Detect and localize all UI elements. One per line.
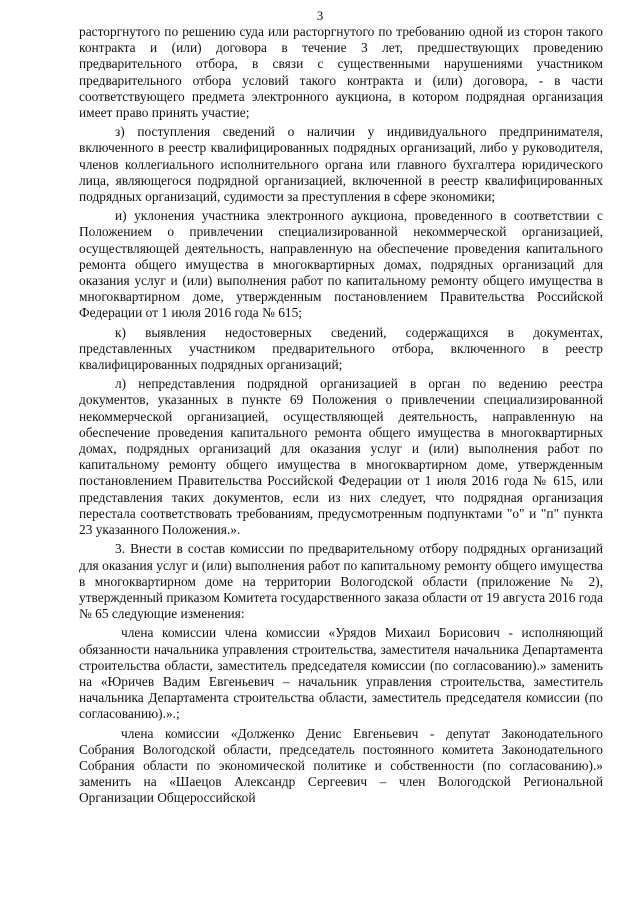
paragraph-replacement-1: члена комиссии члена комиссии «Урядов Михаил Борисович - исполняющий обязанности начальника управления строительства, заместителя начальника Департамента строительства области, заместитель председателя комиссии (по согласованию).» заменить на «Юричев Вадим Евгеньевич – начальник управления строительства, заместитель начальника Департамента строительства области, заместитель председателя комиссии (по согласованию).».;	[79, 625, 603, 722]
page-number: 3	[316, 8, 324, 23]
document-body	[79, 24, 603, 810]
paragraph-item-k: к) выявления недостоверных сведений, содержащихся в документах, представленных участником предварительного отбора, включенного в реестр квалифицированных подрядных организаций;	[79, 324, 603, 373]
paragraph-replacement-2: члена комиссии «Долженко Денис Евгеньевич - депутат Законодательного Собрания Вологодской области, председатель постоянного комитета Законодательного Собрания области по экономической политике и собственности (по согласованию).» заменить на «Шаецов Александр Сергеевич – член Вологодской Региональной Организации Общероссийской	[79, 725, 603, 806]
paragraph-point-3: 3. Внести в состав комиссии по предварительному отбору подрядных организаций для оказания услуг и (или) выполнения работ по капитальному ремонту общего имущества в многоквартирном доме на территории Вологодской области (приложение № 2), утвержденный приказом Комитета государственного заказа области от 19 августа 2016 года № 65 следующие изменения:	[79, 541, 603, 622]
paragraph-item-l: л) непредставления подрядной организацией в орган по ведению реестра документов, указанных в пункте 69 Положения о привлечении специализированной некоммерческой организацией, осуществляющей деятельность, направленную на обеспечение проведения капитального ремонта общего имущества в многоквартирных домах, подрядных организаций для оказания услуг и (или) выполнения работ по капитальному ремонту общего имущества в многоквартирном доме, утвержденным постановлением Правительства Российской Федерации от 1 июля 2016 года № 615, или представления таких документов, если из них следует, что подрядная организация перестала соответствовать требованиям, предусмотренным подпунктами "о" и "п" пункта 23 указанного Положения.».	[79, 376, 603, 538]
paragraph-item-z: з) поступления сведений о наличии у индивидуального предпринимателя, включенного в реестр квалифицированных подрядных организаций, либо у руководителя, членов коллегиального исполнительного органа или главного бухгалтера юридического лица, являющегося подрядной организацией, включенной в реестр квалифицированных подрядных организаций, судимости за преступления в сфере экономики;	[79, 124, 603, 205]
paragraph-item-i: и) уклонения участника электронного аукциона, проведенного в соответствии с Положением о привлечении специализированной некоммерческой организацией, осуществляющей деятельность, направленную на обеспечение проведения капитального ремонта общего имущества в многоквартирных домах, подрядных организаций для оказания услуг и (или) выполнения работ по капитальному ремонту общего имущества в многоквартирном доме, утвержденным постановлением Правительства Российской Федерации от 1 июля 2016 года № 615;	[79, 208, 603, 321]
paragraph-continuation: расторгнутого по решению суда или расторгнутого по требованию одной из сторон такого контракта и (или) договора в течение 3 лет, предшествующих проведению предварительного отбора, в связи с существенными нарушениями участником предварительного отбора условий такого контракта и (или) договора, - в части соответствующего предмета электронного аукциона, в котором подрядная организация имеет право принять участие;	[79, 24, 603, 121]
